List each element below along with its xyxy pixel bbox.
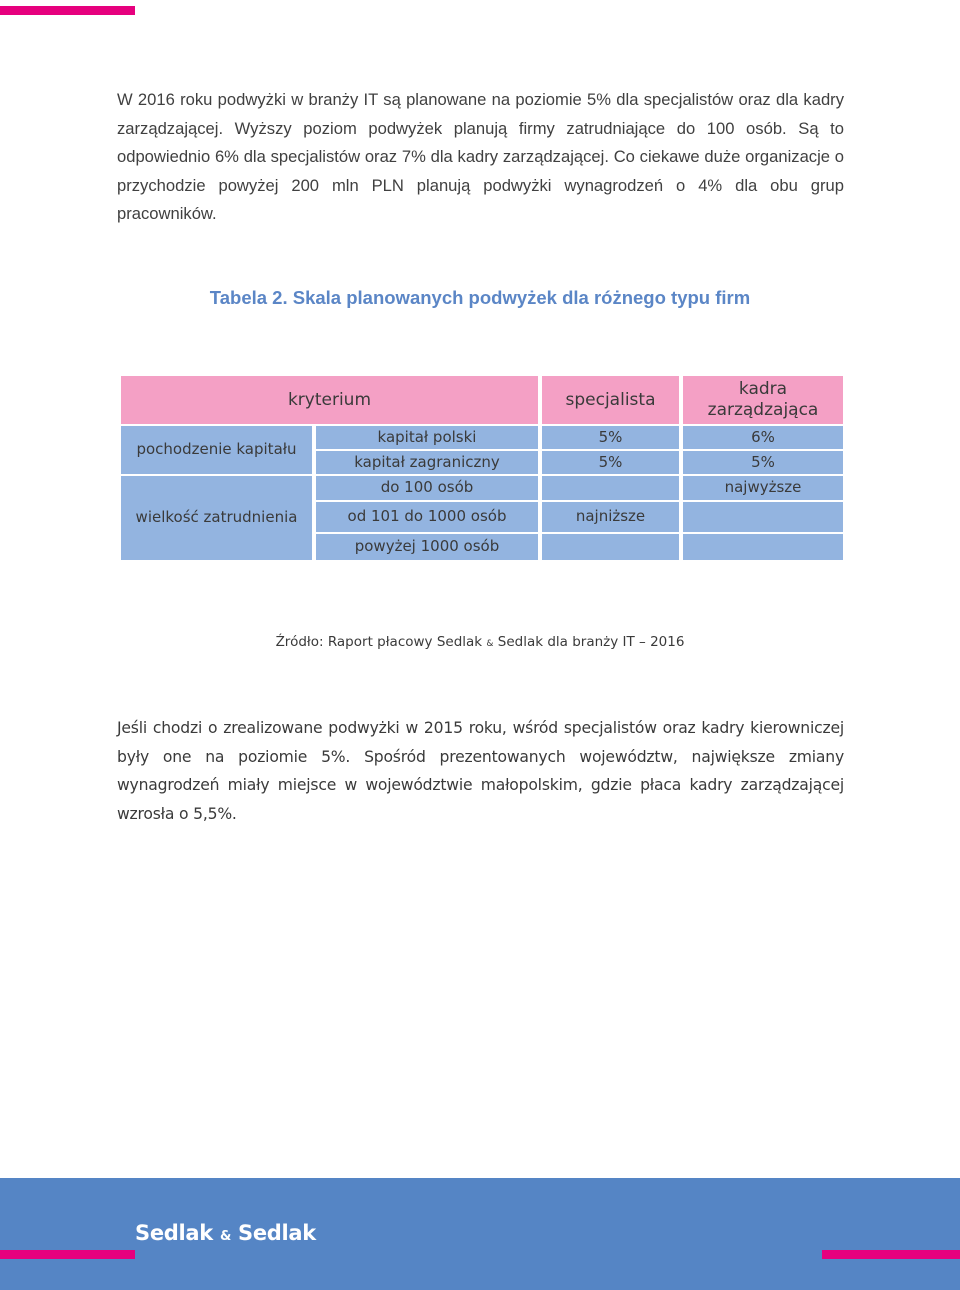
group-pochodzenie-label: pochodzenie kapitału <box>136 440 297 459</box>
row-label-od-101-do-1000-osob <box>316 502 538 532</box>
table-cell: powyżej 1000 osób <box>354 537 500 556</box>
row-label-kapital-polski <box>316 426 538 449</box>
table-cell: od 101 do 1000 osób <box>347 507 507 526</box>
table-title: Tabela 2. Skala planowanych podwyżek dla różnego typu firm <box>209 287 751 308</box>
table-cell: 5% <box>598 427 623 446</box>
footer-logo <box>135 1221 316 1245</box>
cell-kapital-zagraniczny-specjalista <box>542 451 679 474</box>
header-specjalista-label: specjalista <box>565 389 656 410</box>
cell-powyzej-1000-osob-specjalista <box>542 534 679 560</box>
group-pochodzenie-kapitalu <box>121 426 312 474</box>
cell-od-101-do-1000-osob-kadra <box>683 502 843 532</box>
table-cell: do 100 osób <box>380 478 474 497</box>
raise-scale-table <box>121 376 843 560</box>
table-cell: 6% <box>751 427 775 446</box>
cell-do-100-osob-kadra <box>683 476 843 500</box>
source-amp: & <box>486 639 494 649</box>
header-kadra-line1: kadra <box>738 378 788 399</box>
row-label-powyzej-1000-osob <box>316 534 538 560</box>
source-suffix: Sedlak dla branży IT – 2016 <box>493 634 685 650</box>
intro-paragraph: W 2016 roku podwyżki w branży IT są planowane na poziomie 5% dla specjalistów oraz dla kadry zarządzającej. Wyższy poziom podwyżek planują firmy zatrudniające do 100 osób. Są to odpowiednio 6% dla specjalistów oraz 7% dla kadry zarządzającej. Co ciekawe duże organizacje o przychodzie powyżej 200 mln PLN planują podwyżki wynagrodzeń o 4% dla obu grup pracowników. <box>117 90 844 224</box>
cell-do-100-osob-specjalista <box>542 476 679 500</box>
footer-logo-amp: & <box>219 1229 231 1244</box>
group-wielkosc-zatrudnienia <box>121 476 312 560</box>
table-cell: kapitał zagraniczny <box>354 452 500 471</box>
footer <box>0 1178 960 1290</box>
source-note <box>0 634 960 650</box>
header-kryterium <box>121 376 538 424</box>
row-label-do-100-osob <box>316 476 538 500</box>
table-cell: 5% <box>751 452 775 471</box>
header-kryterium-label: kryterium <box>287 389 372 410</box>
header-kadra-line2: zarządzająca <box>707 400 819 420</box>
header-kadra <box>683 376 843 424</box>
table-cell: 5% <box>598 452 623 471</box>
cell-kapital-polski-specjalista <box>542 426 679 449</box>
table-cell: najniższe <box>575 507 646 526</box>
top-accent-bar <box>0 6 135 15</box>
cell-powyzej-1000-osob-kadra <box>683 534 843 560</box>
header-specjalista <box>542 376 679 424</box>
footer-accent-right <box>822 1250 960 1259</box>
footer-logo-left: Sedlak <box>135 1221 213 1245</box>
row-label-kapital-zagraniczny <box>316 451 538 474</box>
cell-kapital-polski-kadra <box>683 426 843 449</box>
cell-kapital-zagraniczny-kadra <box>683 451 843 474</box>
table-cell: najwyższe <box>724 478 802 497</box>
group-wielkosc-label: wielkość zatrudnienia <box>135 508 298 527</box>
source-prefix: Źródło: Raport płacowy Sedlak <box>275 634 487 650</box>
footer-logo-right: Sedlak <box>238 1221 316 1245</box>
summary-paragraph: Jeśli chodzi o zrealizowane podwyżki w 2015 roku, wśród specjalistów oraz kadry kierowniczej były one na poziomie 5%. Spośród prezentowanych województw, największe zmiany wynagrodzeń miały miejsce w województwie małopolskim, gdzie płaca kadry zarządzającej wzrosła o 5,5%. <box>117 719 844 823</box>
footer-accent-left <box>0 1250 135 1259</box>
table-cell: kapitał polski <box>377 427 477 446</box>
cell-od-101-do-1000-osob-specjalista <box>542 502 679 532</box>
